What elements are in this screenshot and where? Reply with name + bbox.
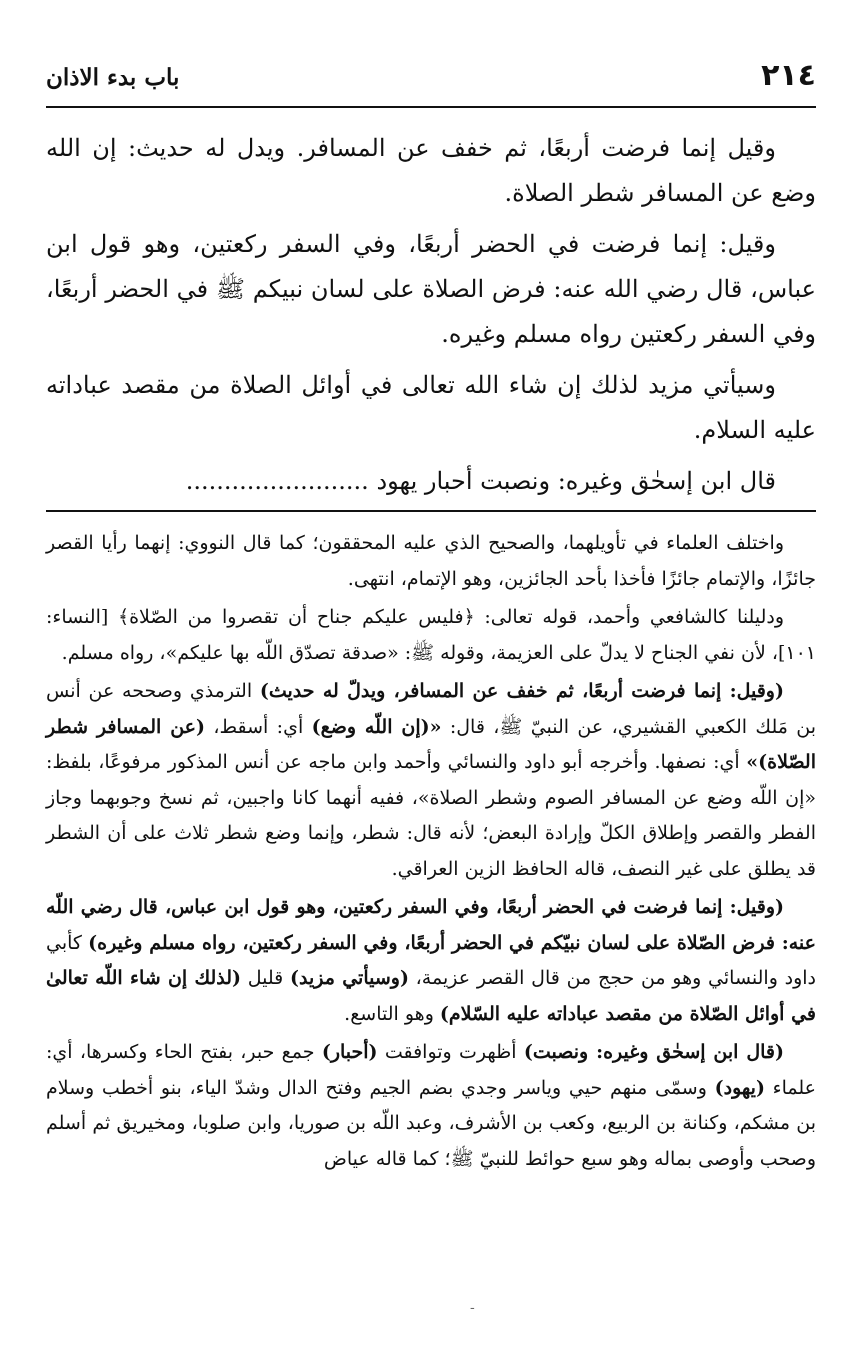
page-number: ٢١٤ <box>761 58 816 93</box>
main-text <box>46 108 816 504</box>
main-last-line-text: قال ابن إسحٰق وغيره: ونصبت أحبار يهود <box>376 467 776 495</box>
commentary-text-run: الترمذي وصححه عن أنس بن مَلك الكعبي القشيري، عن النبيّ ﷺ، قال: <box>46 680 817 738</box>
quoted-text: (وقيل: إنما فرضت في الحضر أربعًا، وفي السفر ركعتين، وهو قول ابن عباس، قال رضي اللّه عنه: فرض الصّلاة على لسان نبيّكم في الحضر أربعًا، وفي السفر ركعتين، رواه مسلم وغيره) <box>46 896 817 954</box>
quoted-text: (عن المسافر شطر الصّلاة)» <box>46 715 816 773</box>
main-paragraph: وقيل إنما فرضت أربعًا، ثم خفف عن المسافر. ويدل له حديث: إن الله وضع عن المسافر شطر الصلاة. <box>46 134 816 207</box>
text-commentary-separator <box>46 510 816 512</box>
commentary-paragraph: ودليلنا كالشافعي وأحمد، قوله تعالى: ﴿فليس عليكم جناح أن تقصروا من الصّلاة﴾ [النساء: ١٠١]، لأن نفي الجناح لا يدلّ على العزيمة، وقوله ﷺ: «صدقة تصدّق اللّه بها عليكم»، رواه مسلم. <box>46 606 816 664</box>
commentary-text-run: وسمّى منهم حيي وياسر وجدي بضم الجيم وفتح الدال وشدّ الياء، بنو أخطب وسلام بن مشكم، وكنانة بن الربيع، وكعب بن الأشرف، وعبد اللّه بن صوريا، وابن صلوبا، ومخيريق ثم أسلم وصحب وأوصى بماله وهو سبع حوائط للنبيّ ﷺ؛ كما قاله عياض <box>46 1076 816 1170</box>
commentary-text-run: قليل <box>241 967 290 989</box>
footer-mark: - <box>470 1300 475 1316</box>
quoted-text: (وقيل: إنما فرضت أربعًا، ثم خفف عن المسافر، ويدلّ له حديث) <box>259 680 784 702</box>
chapter-title: باب بدء الاذان <box>46 64 180 91</box>
main-last-line <box>46 459 816 504</box>
continuation-dots: ........................ <box>185 467 369 495</box>
quoted-text: (وسيأتي مزيد) <box>290 967 409 989</box>
main-paragraph: وقيل: إنما فرضت في الحضر أربعًا، وفي السفر ركعتين، وهو قول ابن عباس، قال رضي الله عنه: فرض الصلاة على لسان نبيكم ﷺ في الحضر أربعًا، وفي السفر ركعتين رواه مسلم وغيره. <box>46 230 817 348</box>
quoted-text: (يهود) <box>714 1076 765 1099</box>
commentary-text <box>46 526 816 1177</box>
commentary-text-run: أي: نصفها. وأخرجه أبو داود والنسائي وأحمد وابن ماجه عن أنس المذكور مرفوعًا، بلفظ: «إن اللّه وضع عن المسافر الصوم وشطر الصلاة»، ففيه أنهما كانا واجبين، ثم نسخ وجوبهما وجاز الفطر والقصر وإطلاق الكلّ وإرادة البعض؛ لأنه قال: شطر، وإنما وضع شطر ثلاث على أن الشطر قد يطلق على غير النصف، قاله الحافظ الزين العراقي. <box>46 751 816 880</box>
commentary-text-run: وهو التاسع. <box>344 1002 440 1025</box>
commentary-paragraph <box>46 674 816 887</box>
commentary-paragraph <box>46 890 816 1032</box>
commentary-text-run: أي: أسقط، <box>205 715 312 738</box>
commentary-text-run: جمع حبر، بفتح الحاء وكسرها، أي: علماء <box>46 1041 817 1099</box>
commentary-text-run: أظهرت وتوافقت <box>377 1041 524 1063</box>
main-paragraph: وسيأتي مزيد لذلك إن شاء الله تعالى في أوائل الصلاة من مقصد عباداته عليه السلام. <box>46 371 816 444</box>
quoted-text: (قال ابن إسحٰق وغيره: ونصبت) <box>523 1041 784 1063</box>
commentary-text-run: كأبي داود والنسائي وهو من حجج من قال القصر عزيمة، <box>46 931 816 989</box>
page-header <box>46 58 816 108</box>
quoted-text: «(إن اللّه وضع) <box>311 715 442 738</box>
quoted-text: (لذلك إن شاء اللّه تعالىٰ في أوائل الصّلاة من مقصد عباداته عليه السّلام) <box>46 967 816 1025</box>
commentary-paragraph <box>46 1035 816 1177</box>
commentary-paragraph: واختلف العلماء في تأويلهما، والصحيح الذي عليه المحققون؛ كما قال النووي: إنهما رأيا القصر جائزًا، والإتمام جائزًا فأخذا بأحد الجائزين، وهو الإتمام، انتهى. <box>46 532 816 590</box>
quoted-text: (أحبار) <box>321 1041 378 1063</box>
